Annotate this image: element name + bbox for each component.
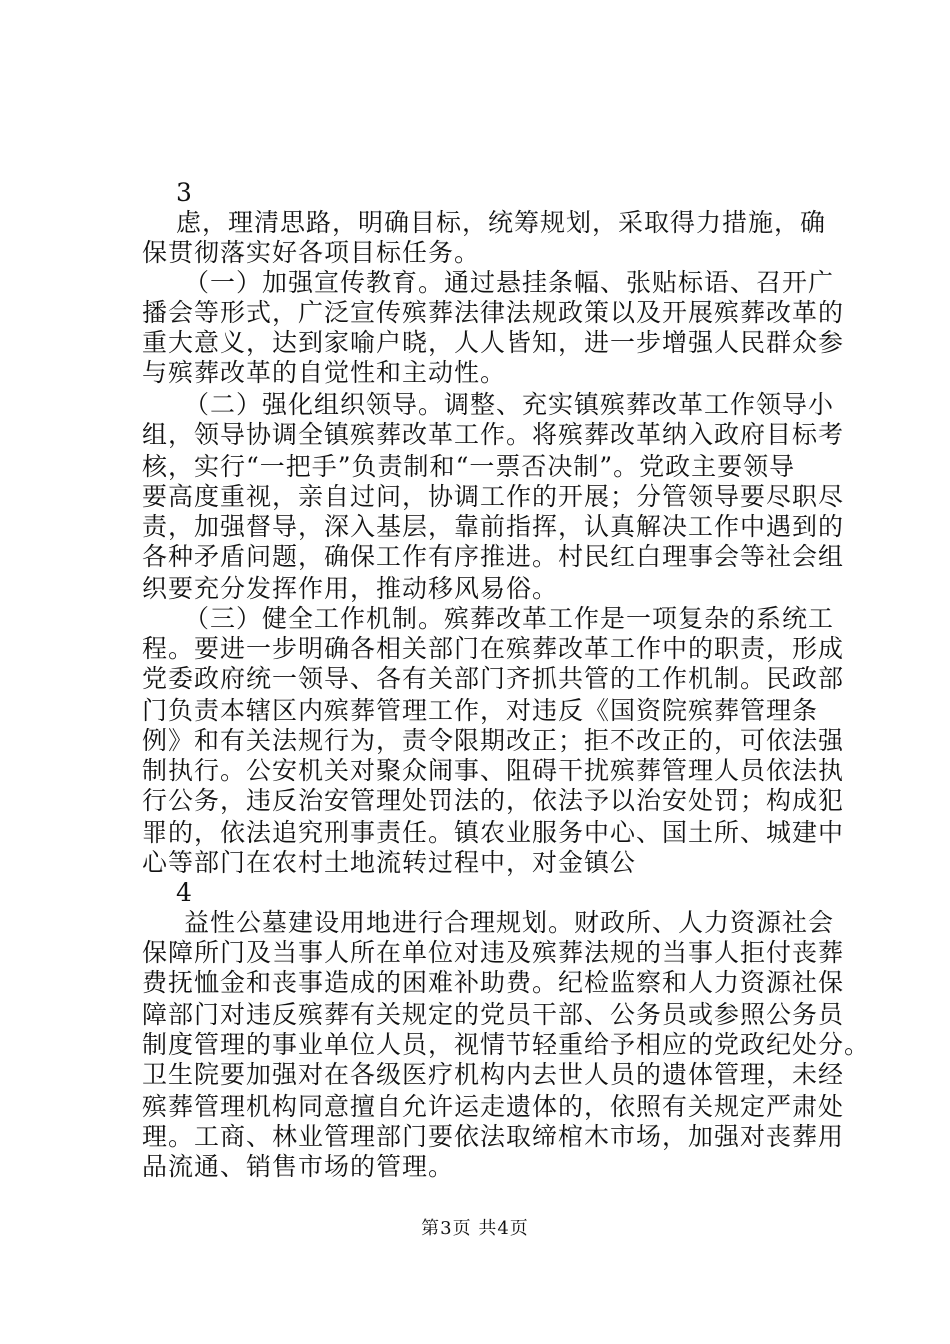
text-line: 例》和有关法规行为，责令限期改正；拒不改正的，可依法强 — [142, 726, 845, 755]
text-line: 核，实行“一把手”负责制和“一票否决制”。党政主要领导 — [142, 452, 796, 481]
page-footer: 第3页 共4页 — [421, 1218, 529, 1239]
text-line: 心等部门在农村土地流转过程中，对金镇公 — [142, 848, 637, 877]
text-line: 行公务，违反治安管理处罚法的，依法予以治安处罚；构成犯 — [142, 786, 845, 815]
paragraph-1-heading-line: （一）加强宣传教育。通过悬挂条幅、张贴标语、召开广 — [184, 268, 835, 297]
text-line: 保障所门及当事人所在单位对违及殡葬法规的当事人拒付丧葬 — [142, 938, 845, 967]
text-line: 虑，理清思路，明确目标，统筹规划，采取得力措施，确 — [176, 208, 827, 237]
text-line: 制执行。公安机关对聚众闹事、阻碍干扰殡葬管理人员依法执 — [142, 756, 845, 785]
text-line: 各种矛盾问题，确保工作有序推进。村民红白理事会等社会组 — [142, 542, 845, 571]
text-line: 播会等形式，广泛宣传殡葬法律法规政策以及开展殡葬改革的 — [142, 298, 845, 327]
text-line: 与殡葬改革的自觉性和主动性。 — [142, 358, 507, 387]
text-line: 程。要进一步明确各相关部门在殡葬改革工作中的职责，形成 — [142, 634, 845, 663]
paragraph-2-heading-line: （二）强化组织领导。调整、充实镇殡葬改革工作领导小 — [184, 390, 835, 419]
text-line: 党委政府统一领导、各有关部门齐抓共管的工作机制。民政部 — [142, 664, 845, 693]
text-line: 责，加强督导，深入基层，靠前指挥，认真解决工作中遇到的 — [142, 512, 845, 541]
text-line: 织要充分发挥作用，推动移风易俗。 — [142, 574, 559, 603]
text-line: 罪的，依法追究刑事责任。镇农业服务中心、国土所、城建中 — [142, 818, 845, 847]
text-line: 卫生院要加强对在各级医疗机构内去世人员的遗体管理，未经 — [142, 1060, 845, 1089]
text-line: 殡葬管理机构同意擅自允许运走遗体的，依照有关规定严肃处 — [142, 1092, 845, 1121]
text-line: 障部门对违反殡葬有关规定的党员干部、公务员或参照公务员 — [142, 1000, 845, 1029]
page-marker-4: 4 — [176, 878, 192, 907]
text-line: 要高度重视，亲自过问，协调工作的开展；分管领导要尽职尽 — [142, 482, 845, 511]
text-line: 组，领导协调全镇殡葬改革工作。将殡葬改革纳入政府目标考 — [142, 420, 845, 449]
text-line: 门负责本辖区内殡葬管理工作，对违反《国资院殡葬管理条 — [142, 696, 819, 725]
text-line: 品流通、销售市场的管理。 — [142, 1152, 455, 1181]
paragraph-3-heading-line: （三）健全工作机制。殡葬改革工作是一项复杂的系统工 — [184, 604, 835, 633]
text-line: 保贯彻落实好各项目标任务。 — [142, 238, 481, 267]
text-line: 重大意义，达到家喻户晓，人人皆知，进一步增强人民群众参 — [142, 328, 845, 357]
page-marker-3: 3 — [176, 178, 192, 207]
text-line: 理。工商、林业管理部门要依法取缔棺木市场，加强对丧葬用 — [142, 1122, 845, 1151]
text-line: 制度管理的事业单位人员，视情节轻重给予相应的党政纪处分。 — [142, 1030, 871, 1059]
text-line: 费抚恤金和丧事造成的困难补助费。纪检监察和人力资源社保 — [142, 968, 845, 997]
text-line: 益性公墓建设用地进行合理规划。财政所、人力资源社会 — [184, 908, 835, 937]
